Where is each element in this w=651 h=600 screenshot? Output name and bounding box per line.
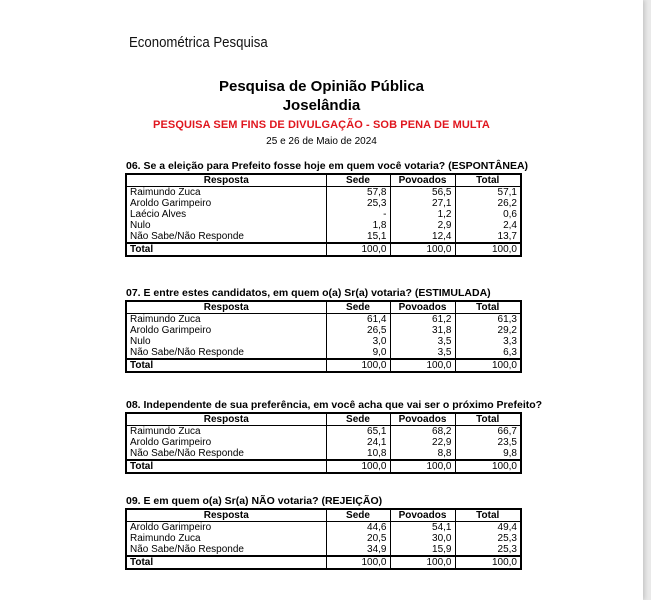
cell-povoados: 54,1 <box>390 522 455 534</box>
cell-sede: 57,8 <box>326 187 390 199</box>
cell-povoados: 2,9 <box>390 220 455 231</box>
row-label: Aroldo Garimpeiro <box>126 198 326 209</box>
column-header-total: Total <box>455 509 521 522</box>
cell-total: 23,5 <box>455 437 521 448</box>
cell-sede: 65,1 <box>326 426 390 438</box>
total-label: Total <box>126 460 326 473</box>
table-total-row <box>126 556 521 569</box>
cell-povoados: 12,4 <box>390 231 455 243</box>
cell-povoados: 27,1 <box>390 198 455 209</box>
row-label: Nulo <box>126 336 326 347</box>
cell-sede: 10,8 <box>326 448 390 460</box>
table-header-row <box>126 509 521 522</box>
survey-title: Pesquisa de Opinião Pública <box>218 78 425 95</box>
table-row <box>126 522 521 534</box>
row-label: Não Sabe/Não Responde <box>126 231 326 243</box>
cell-total: 49,4 <box>455 522 521 534</box>
table-header-row <box>126 301 521 314</box>
question-title: 08. Independente de sua preferência, em você acha que vai ser o próximo Prefeito? <box>126 399 543 411</box>
cell-sede: 100,0 <box>326 460 390 473</box>
row-label: Raimundo Zuca <box>126 533 326 544</box>
cell-total: 29,2 <box>455 325 521 336</box>
cell-total: 100,0 <box>455 460 521 473</box>
cell-total: 57,1 <box>455 187 521 199</box>
cell-total: 2,4 <box>455 220 521 231</box>
column-header-povoados: Povoados <box>390 174 455 187</box>
row-label: Não Sabe/Não Responde <box>126 347 326 359</box>
table-row <box>126 314 521 326</box>
cell-total: 9,8 <box>455 448 521 460</box>
row-label: Raimundo Zuca <box>126 426 326 438</box>
cell-sede: 26,5 <box>326 325 390 336</box>
cell-povoados: 22,9 <box>390 437 455 448</box>
cell-total: 25,3 <box>455 544 521 556</box>
cell-sede: - <box>326 209 390 220</box>
column-header-resposta: Resposta <box>126 509 326 522</box>
cell-total: 26,2 <box>455 198 521 209</box>
table-row <box>126 437 521 448</box>
cell-sede: 100,0 <box>326 359 390 372</box>
table-row <box>126 336 521 347</box>
city-name: Joselândia <box>282 97 361 114</box>
row-label: Nulo <box>126 220 326 231</box>
total-label: Total <box>126 243 326 256</box>
row-label: Não Sabe/Não Responde <box>126 448 326 460</box>
cell-povoados: 56,5 <box>390 187 455 199</box>
cell-sede: 25,3 <box>326 198 390 209</box>
cell-povoados: 15,9 <box>390 544 455 556</box>
total-label: Total <box>126 556 326 569</box>
cell-sede: 44,6 <box>326 522 390 534</box>
question-title: 06. Se a eleição para Prefeito fosse hoje em quem você votaria? (ESPONTÂNEA) <box>126 160 529 172</box>
table-row <box>126 187 521 199</box>
table-total-row <box>126 359 521 372</box>
cell-total: 0,6 <box>455 209 521 220</box>
question-block-06 <box>125 160 529 257</box>
cell-sede: 24,1 <box>326 437 390 448</box>
column-header-resposta: Resposta <box>126 301 326 314</box>
table-row <box>126 544 521 556</box>
column-header-total: Total <box>455 413 521 426</box>
disclosure-warning: PESQUISA SEM FINS DE DIVULGAÇÃO - SOB PENA DE MULTA <box>153 119 490 131</box>
row-label: Raimundo Zuca <box>126 187 326 199</box>
cell-total: 100,0 <box>455 556 521 569</box>
column-header-resposta: Resposta <box>126 413 326 426</box>
cell-total: 3,3 <box>455 336 521 347</box>
cell-povoados: 61,2 <box>390 314 455 326</box>
column-header-povoados: Povoados <box>390 301 455 314</box>
cell-total: 61,3 <box>455 314 521 326</box>
table-row <box>126 325 521 336</box>
cell-sede: 34,9 <box>326 544 390 556</box>
cell-povoados: 100,0 <box>390 359 455 372</box>
table-row <box>126 231 521 243</box>
question-block-09 <box>125 495 520 570</box>
total-label: Total <box>126 359 326 372</box>
cell-total: 100,0 <box>455 359 521 372</box>
cell-sede: 100,0 <box>326 243 390 256</box>
row-label: Aroldo Garimpeiro <box>126 437 326 448</box>
table-row <box>126 448 521 460</box>
cell-povoados: 8,8 <box>390 448 455 460</box>
results-table <box>125 300 522 373</box>
cell-povoados: 68,2 <box>390 426 455 438</box>
table-row <box>126 209 521 220</box>
cell-sede: 3,0 <box>326 336 390 347</box>
cell-povoados: 100,0 <box>390 243 455 256</box>
cell-povoados: 3,5 <box>390 347 455 359</box>
cell-povoados: 3,5 <box>390 336 455 347</box>
cell-total: 100,0 <box>455 243 521 256</box>
cell-sede: 20,5 <box>326 533 390 544</box>
table-header-row <box>126 174 521 187</box>
column-header-sede: Sede <box>326 174 390 187</box>
table-header-row <box>126 413 521 426</box>
organization-name: Econométrica Pesquisa <box>129 34 268 51</box>
column-header-povoados: Povoados <box>390 413 455 426</box>
results-table <box>125 508 522 570</box>
table-total-row <box>126 460 521 473</box>
column-header-sede: Sede <box>326 509 390 522</box>
cell-sede: 100,0 <box>326 556 390 569</box>
row-label: Não Sabe/Não Responde <box>126 544 326 556</box>
column-header-total: Total <box>455 174 521 187</box>
results-table <box>125 173 522 257</box>
column-header-povoados: Povoados <box>390 509 455 522</box>
table-row <box>126 347 521 359</box>
column-header-sede: Sede <box>326 301 390 314</box>
results-table <box>125 412 522 474</box>
table-row <box>126 426 521 438</box>
table-total-row <box>126 243 521 256</box>
survey-date: 25 e 26 de Maio de 2024 <box>266 136 377 147</box>
table-row <box>126 198 521 209</box>
cell-sede: 9,0 <box>326 347 390 359</box>
cell-povoados: 1,2 <box>390 209 455 220</box>
cell-povoados: 30,0 <box>390 533 455 544</box>
row-label: Laécio Alves <box>126 209 326 220</box>
question-block-07 <box>125 287 520 373</box>
column-header-resposta: Resposta <box>126 174 326 187</box>
cell-total: 66,7 <box>455 426 521 438</box>
cell-total: 13,7 <box>455 231 521 243</box>
cell-total: 6,3 <box>455 347 521 359</box>
cell-sede: 61,4 <box>326 314 390 326</box>
cell-sede: 15,1 <box>326 231 390 243</box>
row-label: Aroldo Garimpeiro <box>126 522 326 534</box>
cell-povoados: 100,0 <box>390 556 455 569</box>
cell-povoados: 31,8 <box>390 325 455 336</box>
column-header-sede: Sede <box>326 413 390 426</box>
question-title: 07. E entre estes candidatos, em quem o(a) Sr(a) votaria? (ESTIMULADA) <box>126 287 491 299</box>
cell-total: 25,3 <box>455 533 521 544</box>
question-block-08 <box>125 399 543 474</box>
table-row <box>126 533 521 544</box>
cell-povoados: 100,0 <box>390 460 455 473</box>
column-header-total: Total <box>455 301 521 314</box>
table-row <box>126 220 521 231</box>
row-label: Raimundo Zuca <box>126 314 326 326</box>
cell-sede: 1,8 <box>326 220 390 231</box>
question-title: 09. E em quem o(a) Sr(a) NÃO votaria? (REJEIÇÃO) <box>126 495 383 507</box>
row-label: Aroldo Garimpeiro <box>126 325 326 336</box>
